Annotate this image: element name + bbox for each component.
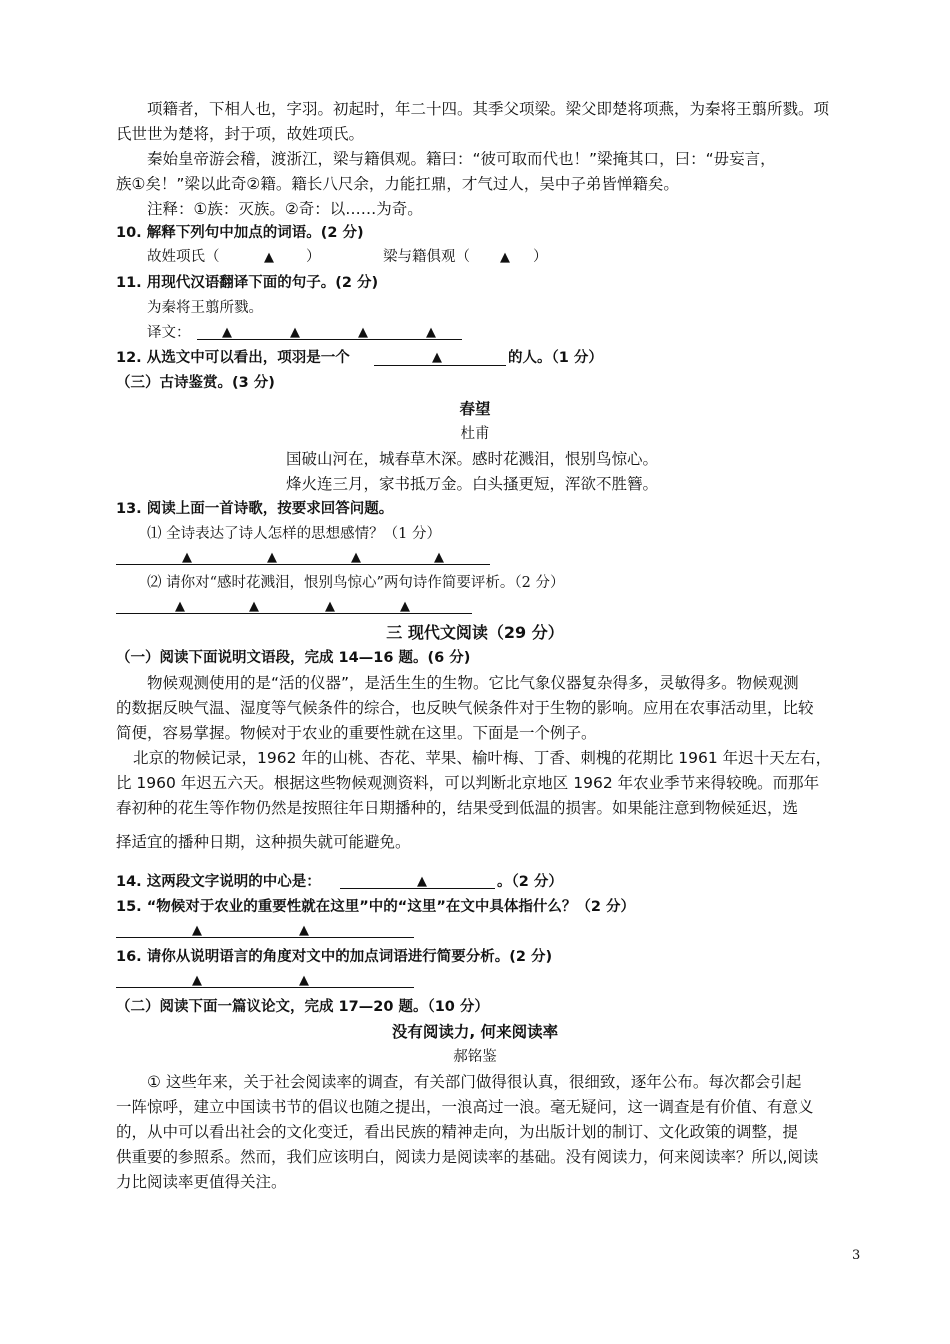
answer-marker: ▲ — [400, 599, 410, 614]
page-number: 3 — [852, 1248, 861, 1263]
answer-marker: ▲ — [325, 599, 335, 614]
answer-marker: ▲ — [299, 923, 309, 938]
answer-marker: ▲ — [182, 550, 192, 565]
q16-answer-line[interactable] — [116, 987, 414, 988]
q12-after: 的人。（1 分） — [508, 350, 603, 366]
answer-marker: ▲ — [264, 250, 274, 265]
q13-title: 13. 阅读上面一首诗歌，按要求回答问题。 — [116, 501, 394, 517]
q10-item1: 故姓项氏（ — [147, 249, 220, 265]
article-author: 郝铭鉴 — [453, 1049, 497, 1065]
part3-title: 三 现代文阅读（29 分） — [386, 623, 564, 642]
q13-sub2-answer-line[interactable] — [116, 613, 472, 614]
poem-author: 杜甫 — [460, 426, 490, 442]
q14-before: 14. 这两段文字说明的中心是： — [116, 874, 321, 890]
part3-para1-line1: 物候观测使用的是“活的仪器”，是活生生的生物。它比气象仪器复杂得多，灵敏得多。物候观测 — [147, 674, 799, 692]
answer-marker: ▲ — [299, 973, 309, 988]
q13-sub1: ⑴ 全诗表达了诗人怎样的思想感情？（1 分） — [147, 526, 441, 542]
article-para1-line1: ① 这些年来，关于社会阅读率的调查，有关部门做得很认真，很细致，逐年公布。每次都会引起 — [147, 1073, 802, 1091]
answer-marker: ▲ — [267, 550, 277, 565]
q11-answer-line[interactable] — [197, 339, 462, 340]
part3-para2-line1: 北京的物候记录，1962 年的山桃、杏花、苹果、榆叶梅、丁香、刺槐的花期比 1961 年迟十天左右， — [133, 749, 832, 767]
q15-title: 15. “物候对于农业的重要性就在这里”中的“这里”在文中具体指什么？（2 分） — [116, 899, 635, 915]
q10-close2: ） — [533, 249, 548, 265]
article-para1-line5: 力比阅读率更值得关注。 — [116, 1173, 287, 1191]
answer-marker: ▲ — [417, 874, 427, 889]
q14-after: 。（2 分） — [497, 874, 563, 890]
article-para1-line3: 的，从中可以看出社会的文化变迁，看出民族的精神走向，为出版计划的制订、文化政策的调整，提 — [116, 1123, 799, 1141]
section2-heading: （二）阅读下面一篇议论文，完成 17—20 题。（10 分） — [116, 999, 489, 1015]
classical-p2-line1: 秦始皇帝游会稽，渡浙江，梁与籍俱观。籍曰：“彼可取而代也！”梁掩其口，曰：“毋妄言， — [147, 150, 776, 168]
q11-label: 译文： — [147, 325, 191, 341]
q12-before: 12. 从选文中可以看出，项羽是一个 — [116, 350, 350, 366]
poem-line1: 国破山河在，城春草木深。感时花溅泪，恨别鸟惊心。 — [286, 450, 659, 468]
q10-title: 10. 解释下列句中加点的词语。(2 分) — [116, 225, 364, 241]
q11-sentence: 为秦将王翦所戮。 — [147, 300, 263, 316]
part3-para2-line2: 比 1960 年迟五六天。根据这些物候观测资料，可以判断北京地区 1962 年农业季节来得较晚。而那年 — [116, 774, 820, 792]
article-title: 没有阅读力, 何来阅读率 — [391, 1023, 559, 1041]
q16-title: 16. 请你从说明语言的角度对文中的加点词语进行简要分析。(2 分) — [116, 949, 553, 965]
answer-marker: ▲ — [192, 923, 202, 938]
part3-para1-line3: 简便，容易掌握。物候对于农业的重要性就在这里。下面是一个例子。 — [116, 724, 597, 742]
poem-section-heading: （三）古诗鉴赏。(3 分) — [116, 375, 275, 391]
q10-close1: ） — [306, 249, 321, 265]
classical-note: 注释：①族：灭族。②奇：以……为奇。 — [147, 200, 423, 218]
classical-p2-line2: 族①矣！”梁以此奇②籍。籍长八尺余，力能扛鼎，才气过人，吴中子弟皆惮籍矣。 — [116, 175, 679, 193]
answer-marker: ▲ — [500, 250, 510, 265]
part3-para2-line4: 择适宜的播种日期，这种损失就可能避免。 — [116, 833, 411, 851]
answer-marker: ▲ — [290, 325, 300, 340]
part3-para1-line2: 的数据反映气温、湿度等气候条件的综合，也反映气候条件对于生物的影响。应用在农事活动里，比较 — [116, 699, 814, 717]
poem-line2: 烽火连三月，家书抵万金。白头搔更短，浑欲不胜簪。 — [286, 475, 659, 493]
answer-marker: ▲ — [432, 350, 442, 365]
poem-title: 春望 — [459, 400, 491, 418]
answer-marker: ▲ — [249, 599, 259, 614]
answer-marker: ▲ — [222, 325, 232, 340]
part3-para2-line3: 春初种的花生等作物仍然是按照往年日期播种的，结果受到低温的损害。如果能注意到物候延迟，选 — [116, 799, 799, 817]
answer-marker: ▲ — [351, 550, 361, 565]
answer-marker: ▲ — [434, 550, 444, 565]
answer-marker: ▲ — [175, 599, 185, 614]
answer-marker: ▲ — [426, 325, 436, 340]
classical-p1-line2: 氏世世为楚将，封于项，故姓项氏。 — [116, 125, 365, 143]
answer-marker: ▲ — [192, 973, 202, 988]
article-para1-line2: 一阵惊呼，建立中国读书节的倡议也随之提出，一浪高过一浪。毫无疑问，这一调查是有价值、有意义 — [116, 1098, 814, 1116]
q11-title: 11. 用现代汉语翻译下面的句子。(2 分) — [116, 275, 379, 291]
classical-p1-line1: 项籍者，下相人也，字羽。初起时，年二十四。其季父项梁。梁父即楚将项燕，为秦将王翦所戮。项 — [147, 100, 830, 118]
article-para1-line4: 供重要的参照系。然而，我们应该明白，阅读力是阅读率的基础。没有阅读力，何来阅读率？所以,阅读 — [116, 1148, 819, 1166]
q10-item2: 梁与籍俱观（ — [383, 249, 470, 265]
q15-answer-line[interactable] — [116, 937, 414, 938]
q13-sub2: ⑵ 请你对“感时花溅泪，恨别鸟惊心”两句诗作简要评析。（2 分） — [147, 575, 565, 591]
answer-marker: ▲ — [358, 325, 368, 340]
part3-section1-heading: （一）阅读下面说明文语段，完成 14—16 题。(6 分) — [116, 650, 471, 666]
